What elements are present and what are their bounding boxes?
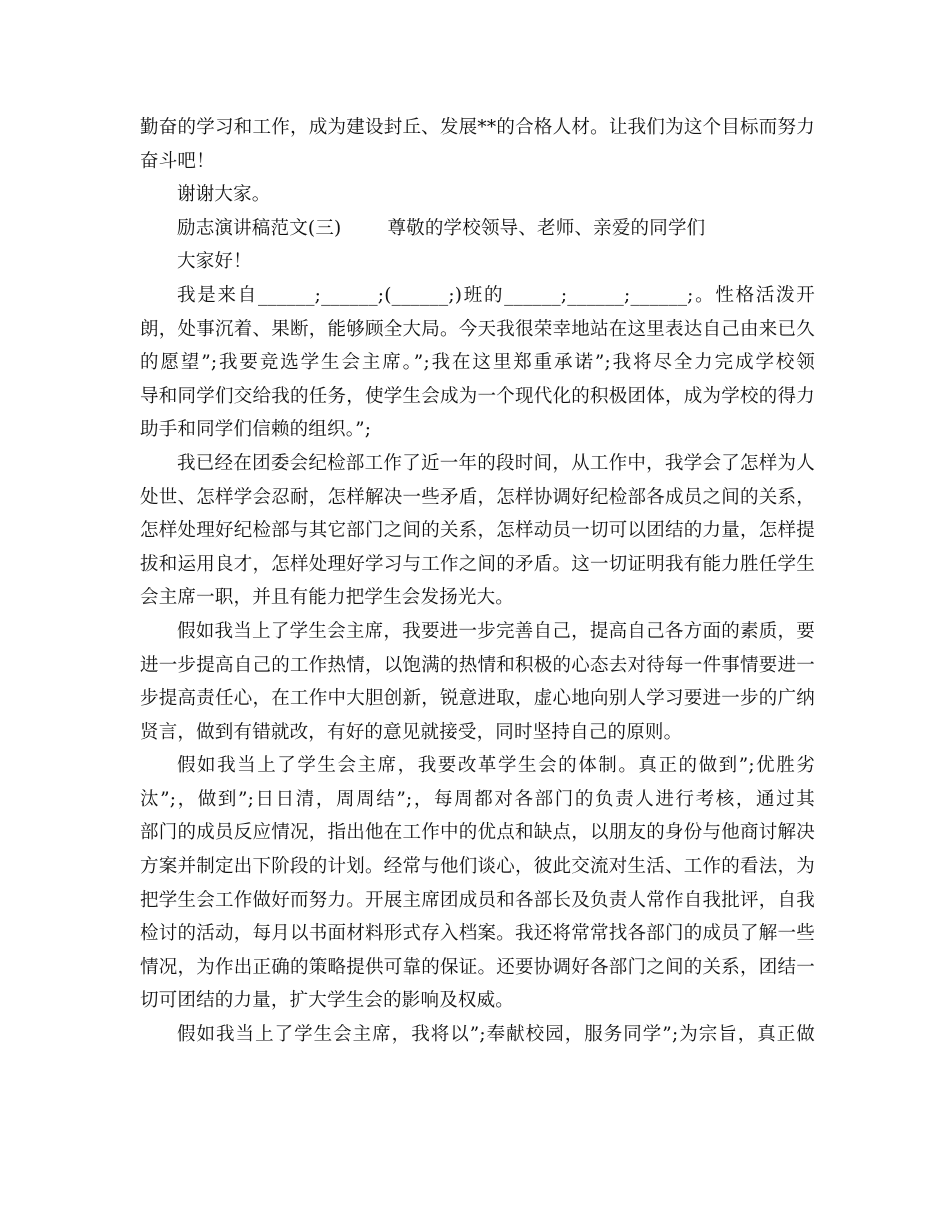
- text-line: 部门的成员反应情况，指出他在工作中的优点和缺点，以朋友的身份与他商讨解决: [140, 822, 815, 844]
- text-line: 会主席一职，并且有能力把学生会发扬光大。: [140, 587, 515, 609]
- text-line: 拔和运用良才，怎样处理好学习与工作之间的矛盾。这一切证明我有能力胜任学生: [140, 553, 815, 575]
- text-line: 怎样处理好纪检部与其它部门之间的关系，怎样动员一切可以团结的力量，怎样提: [140, 520, 815, 542]
- text-line: 进一步提高自己的工作热情，以饱满的热情和积极的心态去对待每一件事情要进一: [140, 654, 815, 676]
- salutation: 尊敬的学校领导、老师、亲爱的同学们: [387, 217, 706, 239]
- text-line: 我已经在团委会纪检部工作了近一年的段时间，从工作中，我学会了怎样为人: [177, 452, 815, 474]
- text-line: 的愿望”;我要竞选学生会主席。”;我在这里郑重承诺”;我将尽全力完成学校领: [140, 352, 815, 374]
- text-line: 谢谢大家。: [177, 184, 271, 206]
- document-body: [140, 111, 815, 1052]
- text-line: 检讨的活动，每月以书面材料形式存入档案。我还将常常找各部门的成员了解一些: [140, 923, 815, 945]
- text-line: 假如我当上了学生会主席，我要改革学生会的体制。真正的做到”;优胜劣: [177, 755, 815, 777]
- text-line: 贤言，做到有错就改，有好的意见就接受，同时坚持自己的原则。: [140, 721, 683, 743]
- text-line: 方案并制定出下阶段的计划。经常与他们谈心，彼此交流对生活、工作的看法，为: [140, 856, 815, 878]
- text-line: 把学生会工作做好而努力。开展主席团成员和各部长及负责人常作自我批评，自我: [140, 889, 815, 911]
- text-line: 奋斗吧！: [140, 150, 215, 172]
- text-line: 切可团结的力量，扩大学生会的影响及权威。: [140, 990, 515, 1012]
- text-line: 假如我当上了学生会主席，我要进一步完善自己，提高自己各方面的素质，要: [177, 620, 815, 642]
- text-line: 我是来自______;______;(______;)班的______;______;______;。性格活泼开: [177, 284, 815, 306]
- text-line: 处世、怎样学会忍耐，怎样解决一些矛盾，怎样协调好纪检部各成员之间的关系，: [140, 486, 815, 508]
- text-line: 朗，处事沉着、果断，能够顾全大局。今天我很荣幸地站在这里表达自己由来已久: [140, 318, 815, 340]
- text-line: 助手和同学们信赖的组织。”;: [140, 419, 372, 441]
- text-line: 汰”;，做到”;日日清，周周结”;，每周都对各部门的负责人进行考核，通过其: [140, 788, 815, 810]
- text-line: 勤奋的学习和工作，成为建设封丘、发展**的合格人材。让我们为这个目标而努力: [140, 117, 815, 138]
- heading-line: [140, 212, 815, 246]
- text-line: 大家好！: [177, 251, 252, 273]
- text-line: 步提高责任心，在工作中大胆创新，锐意进取，虚心地向别人学习要进一步的广纳: [140, 688, 815, 710]
- text-line: 假如我当上了学生会主席，我将以”;奉献校园，服务同学”;为宗旨，真正做: [177, 1024, 815, 1046]
- text-line: 情况，为作出正确的策略提供可靠的保证。还要协调好各部门之间的关系，团结一: [140, 956, 815, 978]
- section-title: 励志演讲稿范文(三): [177, 217, 342, 239]
- text-line: 导和同学们交给我的任务，使学生会成为一个现代化的积极团体，成为学校的得力: [140, 385, 815, 407]
